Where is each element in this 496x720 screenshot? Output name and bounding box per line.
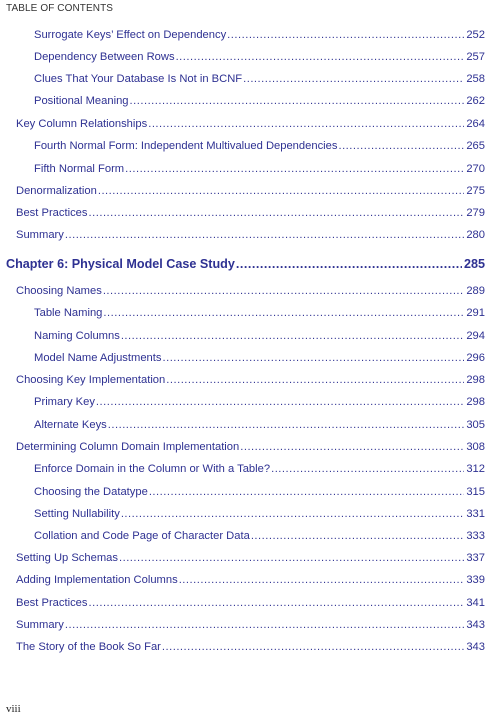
dot-leader xyxy=(98,183,464,199)
toc-entry-title: Positional Meaning xyxy=(34,95,129,107)
toc-entry[interactable] xyxy=(34,506,485,522)
dot-leader xyxy=(251,528,465,544)
toc-entry-page: 312 xyxy=(466,463,485,475)
toc-entry-title: Denormalization xyxy=(16,185,97,197)
toc-entry-page: 265 xyxy=(466,140,485,152)
dot-leader xyxy=(271,461,464,477)
toc-entry[interactable] xyxy=(34,138,485,154)
toc-entry-page: 264 xyxy=(466,118,485,130)
toc-entry-page: 331 xyxy=(466,508,485,520)
toc-entry-page: 257 xyxy=(466,51,485,63)
toc-entry[interactable] xyxy=(16,227,485,243)
toc-entry-title: Table Naming xyxy=(34,307,103,319)
toc-entry-page: 270 xyxy=(466,163,485,175)
toc-entry-page: 337 xyxy=(466,552,485,564)
dot-leader xyxy=(227,27,464,43)
dot-leader xyxy=(148,116,464,132)
toc-entry-page: 258 xyxy=(466,73,485,85)
toc-entry-page: 252 xyxy=(466,29,485,41)
toc-entry[interactable] xyxy=(34,528,485,544)
toc-entry-title: Best Practices xyxy=(16,207,88,219)
toc-entry[interactable] xyxy=(16,617,485,633)
toc-entry[interactable] xyxy=(16,372,485,388)
toc-entry-page: 289 xyxy=(466,285,485,297)
toc-entry-title: Model Name Adjustments xyxy=(34,352,162,364)
toc-entry[interactable] xyxy=(34,93,485,109)
toc-entry-page: 298 xyxy=(466,374,485,386)
dot-leader xyxy=(108,417,465,433)
toc-entry[interactable] xyxy=(16,572,485,588)
toc-entry-page: 291 xyxy=(466,307,485,319)
toc-entry-title: Clues That Your Database Is Not in BCNF xyxy=(34,73,243,85)
toc-entry-page: 343 xyxy=(466,641,485,653)
running-head: TABLE OF CONTENTS xyxy=(6,3,114,14)
dot-leader xyxy=(240,439,464,455)
toc-entry[interactable] xyxy=(16,183,485,199)
toc-entry-title: Setting Up Schemas xyxy=(16,552,118,564)
toc-entry-page: 262 xyxy=(466,95,485,107)
toc-entry-title: Fourth Normal Form: Independent Multivalued Dependencies xyxy=(34,140,338,152)
toc-entry-title: Best Practices xyxy=(16,597,88,609)
toc-entry-title: Enforce Domain in the Column or With a Table? xyxy=(34,463,271,475)
toc-entry-page: 305 xyxy=(466,419,485,431)
toc-entry-page: 296 xyxy=(466,352,485,364)
dot-leader xyxy=(149,484,465,500)
dot-leader xyxy=(89,205,465,221)
dot-leader xyxy=(65,617,464,633)
toc-entry-title: Setting Nullability xyxy=(34,508,120,520)
toc-entry[interactable] xyxy=(16,205,485,221)
toc-entry-title: Determining Column Domain Implementation xyxy=(16,441,240,453)
toc-entry-title: Adding Implementation Columns xyxy=(16,574,178,586)
toc-entry-title: Key Column Relationships xyxy=(16,118,148,130)
dot-leader xyxy=(162,350,464,366)
toc-chapter-entry[interactable] xyxy=(6,255,485,273)
toc-entry[interactable] xyxy=(34,484,485,500)
toc-entry[interactable] xyxy=(16,283,485,299)
toc-entry[interactable] xyxy=(34,71,485,87)
toc-entry[interactable] xyxy=(16,550,485,566)
toc-entry[interactable] xyxy=(34,49,485,65)
dot-leader xyxy=(236,255,462,273)
dot-leader xyxy=(65,227,464,243)
toc-entry-page: 343 xyxy=(466,619,485,631)
toc-entry-title: Naming Columns xyxy=(34,330,120,342)
toc-entry-page: 280 xyxy=(466,229,485,241)
dot-leader xyxy=(130,93,465,109)
toc-entry-title: Choosing the Datatype xyxy=(34,486,148,498)
toc-entry-page: 339 xyxy=(466,574,485,586)
toc-entry[interactable] xyxy=(16,639,485,655)
dot-leader xyxy=(243,71,464,87)
toc-entry[interactable] xyxy=(34,27,485,43)
dot-leader xyxy=(89,595,465,611)
toc-chapter-page: 285 xyxy=(463,257,485,271)
dot-leader xyxy=(103,305,464,321)
toc-entry[interactable] xyxy=(34,417,485,433)
dot-leader xyxy=(166,372,464,388)
toc-entry-title: Alternate Keys xyxy=(34,419,107,431)
toc-entry-title: Primary Key xyxy=(34,396,95,408)
dot-leader xyxy=(125,161,464,177)
dot-leader xyxy=(119,550,464,566)
dot-leader xyxy=(121,506,465,522)
toc-entry[interactable] xyxy=(16,116,485,132)
toc-entry[interactable] xyxy=(34,461,485,477)
dot-leader xyxy=(103,283,465,299)
toc-entry-page: 308 xyxy=(466,441,485,453)
toc-entry[interactable] xyxy=(34,350,485,366)
dot-leader xyxy=(179,572,465,588)
toc-entry-page: 315 xyxy=(466,486,485,498)
toc-entry-page: 333 xyxy=(466,530,485,542)
toc-entry-title: Surrogate Keys’ Effect on Dependency xyxy=(34,29,227,41)
toc-entry[interactable] xyxy=(34,394,485,410)
toc-entry-page: 341 xyxy=(466,597,485,609)
toc-entry-page: 279 xyxy=(466,207,485,219)
toc-entry-title: Fifth Normal Form xyxy=(34,163,125,175)
toc-entry-title: Dependency Between Rows xyxy=(34,51,175,63)
toc-chapter-title: Chapter 6: Physical Model Case Study xyxy=(6,257,235,271)
toc-entry-title: Collation and Code Page of Character Data xyxy=(34,530,250,542)
dot-leader xyxy=(96,394,464,410)
toc-entry[interactable] xyxy=(34,305,485,321)
toc-entry-title: Summary xyxy=(16,619,64,631)
dot-leader xyxy=(338,138,464,154)
toc-entry[interactable] xyxy=(16,595,485,611)
toc-entry-page: 294 xyxy=(466,330,485,342)
toc-entry[interactable] xyxy=(16,439,485,455)
dot-leader xyxy=(162,639,464,655)
toc-entry-title: Choosing Key Implementation xyxy=(16,374,166,386)
toc-entry-title: Summary xyxy=(16,229,64,241)
toc-entry-page: 298 xyxy=(466,396,485,408)
toc-entry[interactable] xyxy=(34,328,485,344)
dot-leader xyxy=(121,328,465,344)
toc-entry-title: The Story of the Book So Far xyxy=(16,641,161,653)
toc-entry-page: 275 xyxy=(466,185,485,197)
dot-leader xyxy=(176,49,465,65)
toc-entry-title: Choosing Names xyxy=(16,285,102,297)
toc-entry[interactable] xyxy=(34,161,485,177)
page-number: viii xyxy=(6,703,21,715)
